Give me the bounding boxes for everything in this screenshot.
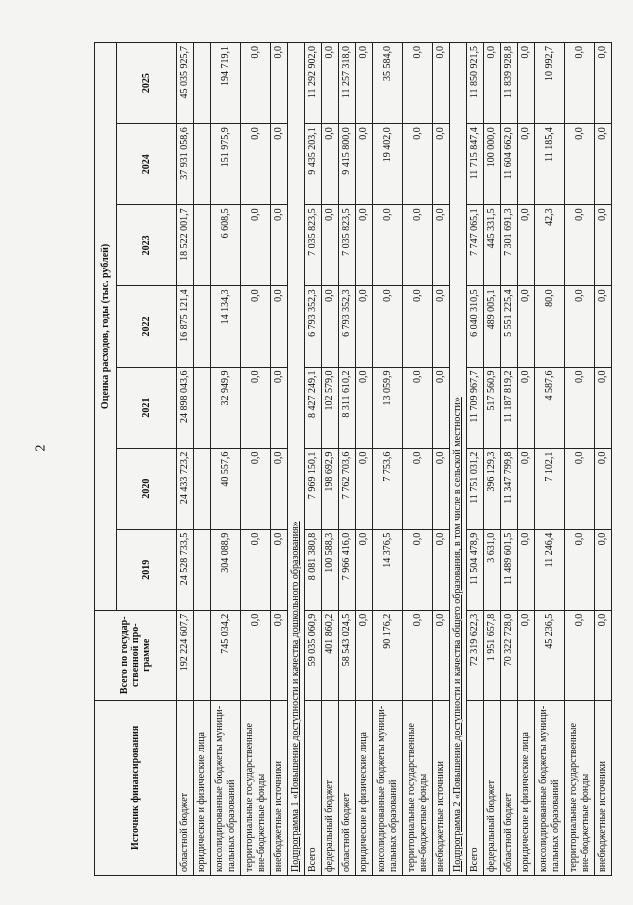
table-row <box>211 43 241 876</box>
year-cell: 37 931 058,6 <box>177 124 194 205</box>
year-cell: 0,0 <box>271 286 288 367</box>
page-number: 2 <box>33 444 49 452</box>
total-cell: 192 224 607,7 <box>177 610 194 700</box>
year-cell <box>194 124 211 205</box>
year-cell: 11 489 601,5 <box>501 529 518 610</box>
row-label: юридические и физические лица <box>518 700 535 875</box>
year-cell: 102 579,0 <box>322 367 339 448</box>
header-year: 2020 <box>117 448 177 529</box>
row-label: консолидированные бюджеты муници-пальных образований <box>535 700 565 875</box>
total-cell: 0,0 <box>433 610 450 700</box>
header-year: 2022 <box>117 286 177 367</box>
year-cell: 304 088,9 <box>211 529 241 610</box>
year-cell: 35 584,0 <box>373 43 403 124</box>
year-cell: 0,0 <box>241 529 271 610</box>
row-label: консолидированные бюджеты муници-пальных образований <box>211 700 241 875</box>
year-cell: 0,0 <box>518 448 535 529</box>
year-cell: 0,0 <box>322 43 339 124</box>
year-cell: 0,0 <box>595 529 612 610</box>
year-cell: 7 301 691,3 <box>501 205 518 286</box>
year-cell: 0,0 <box>271 43 288 124</box>
table-row <box>356 43 373 876</box>
year-cell: 396 129,3 <box>484 448 501 529</box>
header-year: 2025 <box>117 43 177 124</box>
total-cell: 0,0 <box>271 610 288 700</box>
total-cell: 0,0 <box>518 610 535 700</box>
row-label: Всего <box>305 700 322 875</box>
table-row <box>271 43 288 876</box>
year-cell: 0,0 <box>241 43 271 124</box>
year-cell: 0,0 <box>565 367 595 448</box>
budget-table <box>94 42 612 876</box>
year-cell: 0,0 <box>565 43 595 124</box>
year-cell: 0,0 <box>241 205 271 286</box>
year-cell: 11 185,4 <box>535 124 565 205</box>
year-cell: 32 949,9 <box>211 367 241 448</box>
year-cell: 0,0 <box>433 43 450 124</box>
subprogram-row <box>450 43 467 876</box>
row-label: федеральный бюджет <box>484 700 501 875</box>
year-cell: 6 608,5 <box>211 205 241 286</box>
year-cell: 11 604 662,0 <box>501 124 518 205</box>
year-cell: 0,0 <box>433 205 450 286</box>
year-cell: 0,0 <box>518 367 535 448</box>
year-cell: 489 005,1 <box>484 286 501 367</box>
year-cell: 6 793 352,3 <box>305 286 322 367</box>
year-cell: 0,0 <box>271 367 288 448</box>
year-cell: 11 246,4 <box>535 529 565 610</box>
year-cell: 445 331,5 <box>484 205 501 286</box>
table-row <box>322 43 339 876</box>
table-row <box>518 43 535 876</box>
year-cell: 0,0 <box>356 124 373 205</box>
year-cell: 6 040 310,5 <box>467 286 484 367</box>
table-row <box>373 43 403 876</box>
year-cell: 11 839 928,8 <box>501 43 518 124</box>
year-cell: 11 715 847,4 <box>467 124 484 205</box>
year-cell: 24 898 043,6 <box>177 367 194 448</box>
year-cell: 0,0 <box>595 205 612 286</box>
year-cell: 0,0 <box>241 448 271 529</box>
row-label: областной бюджет <box>501 700 518 875</box>
year-cell: 0,0 <box>484 43 501 124</box>
total-cell: 0,0 <box>565 610 595 700</box>
year-cell: 0,0 <box>518 43 535 124</box>
year-cell: 3 631,0 <box>484 529 501 610</box>
year-cell: 11 709 967,7 <box>467 367 484 448</box>
year-cell: 0,0 <box>356 367 373 448</box>
subprogram-title: Подпрограмма 2 «Повышение доступности и качества общего образования, в том числе в сельской местности» <box>450 43 467 876</box>
year-cell: 16 875 121,4 <box>177 286 194 367</box>
table-row <box>484 43 501 876</box>
year-cell: 100 000,0 <box>484 124 501 205</box>
year-cell: 7 969 150,1 <box>305 448 322 529</box>
year-cell <box>194 286 211 367</box>
year-cell: 194 719,1 <box>211 43 241 124</box>
total-cell: 0,0 <box>595 610 612 700</box>
year-cell: 11 751 031,2 <box>467 448 484 529</box>
year-cell: 198 692,9 <box>322 448 339 529</box>
total-cell: 0,0 <box>356 610 373 700</box>
year-cell: 8 427 249,1 <box>305 367 322 448</box>
year-cell: 6 793 352,3 <box>339 286 356 367</box>
year-cell: 0,0 <box>595 448 612 529</box>
year-cell: 11 292 902,0 <box>305 43 322 124</box>
year-cell: 0,0 <box>518 286 535 367</box>
year-cell: 11 257 318,0 <box>339 43 356 124</box>
total-cell: 90 176,2 <box>373 610 403 700</box>
total-cell: 401 860,2 <box>322 610 339 700</box>
year-cell: 0,0 <box>433 367 450 448</box>
row-label: юридические и физические лица <box>356 700 373 875</box>
year-cell: 10 992,7 <box>535 43 565 124</box>
year-cell <box>194 529 211 610</box>
table-row <box>177 43 194 876</box>
header-year: 2019 <box>117 529 177 610</box>
total-cell: 0,0 <box>241 610 271 700</box>
year-cell: 0,0 <box>373 286 403 367</box>
year-cell: 0,0 <box>403 286 433 367</box>
year-cell: 45 035 925,7 <box>177 43 194 124</box>
year-cell: 9 415 800,0 <box>339 124 356 205</box>
year-cell: 0,0 <box>403 367 433 448</box>
year-cell: 7 035 823,5 <box>339 205 356 286</box>
total-cell: 0,0 <box>403 610 433 700</box>
table-row <box>339 43 356 876</box>
row-label: юридические и физические лица <box>194 700 211 875</box>
year-cell: 7 762 703,6 <box>339 448 356 529</box>
year-cell <box>194 448 211 529</box>
row-label: Всего <box>467 700 484 875</box>
year-cell: 14 134,3 <box>211 286 241 367</box>
year-cell: 0,0 <box>373 205 403 286</box>
year-cell: 24 528 733,5 <box>177 529 194 610</box>
year-cell: 5 551 225,4 <box>501 286 518 367</box>
year-cell: 0,0 <box>433 448 450 529</box>
total-cell: 59 035 060,9 <box>305 610 322 700</box>
year-cell: 0,0 <box>595 124 612 205</box>
year-cell: 0,0 <box>356 529 373 610</box>
table-row <box>595 43 612 876</box>
year-cell: 0,0 <box>565 448 595 529</box>
year-cell: 0,0 <box>518 529 535 610</box>
year-cell <box>194 43 211 124</box>
total-cell: 70 322 728,0 <box>501 610 518 700</box>
year-cell: 0,0 <box>433 529 450 610</box>
header-year: 2024 <box>117 124 177 205</box>
year-cell: 7 035 823,5 <box>305 205 322 286</box>
year-cell: 0,0 <box>403 205 433 286</box>
table-row <box>467 43 484 876</box>
header-source: Источник финансирования <box>95 700 177 875</box>
year-cell: 8 311 610,2 <box>339 367 356 448</box>
year-cell: 0,0 <box>271 529 288 610</box>
row-label: консолидированные бюджеты муници-пальных образований <box>373 700 403 875</box>
subprogram-title: Подпрограмма 1 «Повышение доступности и качества дошкольного образования» <box>288 43 305 876</box>
year-cell: 0,0 <box>356 205 373 286</box>
table-row <box>433 43 450 876</box>
row-label: территориальные государственные вне-бюджетные фонды <box>565 700 595 875</box>
year-cell: 0,0 <box>356 286 373 367</box>
year-cell: 517 560,9 <box>484 367 501 448</box>
year-cell: 0,0 <box>241 286 271 367</box>
row-label: внебюджетные источники <box>433 700 450 875</box>
year-cell: 0,0 <box>518 205 535 286</box>
row-label: территориальные государственные вне-бюджетные фонды <box>403 700 433 875</box>
year-cell: 8 081 380,8 <box>305 529 322 610</box>
total-cell: 745 034,2 <box>211 610 241 700</box>
year-cell: 0,0 <box>595 286 612 367</box>
year-cell: 0,0 <box>403 529 433 610</box>
header-year: 2021 <box>117 367 177 448</box>
year-cell: 0,0 <box>403 448 433 529</box>
year-cell <box>194 205 211 286</box>
year-cell: 151 975,9 <box>211 124 241 205</box>
year-cell: 40 557,6 <box>211 448 241 529</box>
year-cell: 11 347 799,8 <box>501 448 518 529</box>
year-cell: 0,0 <box>271 448 288 529</box>
year-cell: 24 433 723,2 <box>177 448 194 529</box>
year-cell: 0,0 <box>433 124 450 205</box>
year-cell: 7 966 416,0 <box>339 529 356 610</box>
year-cell: 7 102,1 <box>535 448 565 529</box>
row-label: федеральный бюджет <box>322 700 339 875</box>
table-row <box>501 43 518 876</box>
year-cell: 11 187 819,2 <box>501 367 518 448</box>
row-label: областной бюджет <box>339 700 356 875</box>
total-cell: 1 951 657,8 <box>484 610 501 700</box>
year-cell: 0,0 <box>403 43 433 124</box>
table-row <box>535 43 565 876</box>
year-cell: 0,0 <box>356 448 373 529</box>
header-estimate: Оценка расходов, годы (тыс. рублей) <box>95 43 117 611</box>
year-cell: 0,0 <box>356 43 373 124</box>
year-cell: 0,0 <box>518 124 535 205</box>
table-row <box>194 43 211 876</box>
year-cell: 80,0 <box>535 286 565 367</box>
year-cell: 0,0 <box>322 205 339 286</box>
year-cell: 13 059,9 <box>373 367 403 448</box>
table-row <box>241 43 271 876</box>
year-cell: 11 504 478,9 <box>467 529 484 610</box>
year-cell: 0,0 <box>565 529 595 610</box>
year-cell: 0,0 <box>271 205 288 286</box>
year-cell: 14 376,5 <box>373 529 403 610</box>
subprogram-row <box>288 43 305 876</box>
header-total: Всего по государ-ственной про-грамме <box>95 610 177 700</box>
year-cell: 4 587,6 <box>535 367 565 448</box>
total-cell: 72 319 622,3 <box>467 610 484 700</box>
total-cell: 45 236,5 <box>535 610 565 700</box>
year-cell: 18 522 001,7 <box>177 205 194 286</box>
header-year: 2023 <box>117 205 177 286</box>
total-cell <box>194 610 211 700</box>
year-cell: 0,0 <box>241 124 271 205</box>
year-cell: 19 402,0 <box>373 124 403 205</box>
year-cell: 0,0 <box>241 367 271 448</box>
total-cell: 58 543 024,5 <box>339 610 356 700</box>
year-cell: 0,0 <box>271 124 288 205</box>
table-row <box>305 43 322 876</box>
table-row <box>403 43 433 876</box>
year-cell: 100 588,3 <box>322 529 339 610</box>
year-cell: 0,0 <box>322 124 339 205</box>
row-label: территориальные государственные вне-бюджетные фонды <box>241 700 271 875</box>
year-cell: 11 850 921,5 <box>467 43 484 124</box>
table-row <box>565 43 595 876</box>
year-cell <box>194 367 211 448</box>
year-cell: 0,0 <box>565 286 595 367</box>
year-cell: 0,0 <box>403 124 433 205</box>
year-cell: 0,0 <box>433 286 450 367</box>
row-label: внебюджетные источники <box>271 700 288 875</box>
row-label: областной бюджет <box>177 700 194 875</box>
year-cell: 0,0 <box>565 205 595 286</box>
year-cell: 42,3 <box>535 205 565 286</box>
year-cell: 9 435 203,1 <box>305 124 322 205</box>
year-cell: 0,0 <box>595 43 612 124</box>
year-cell: 0,0 <box>595 367 612 448</box>
table-body <box>177 43 612 876</box>
year-cell: 0,0 <box>322 286 339 367</box>
year-cell: 7 753,6 <box>373 448 403 529</box>
year-cell: 0,0 <box>565 124 595 205</box>
year-cell: 7 747 065,1 <box>467 205 484 286</box>
row-label: внебюджетные источники <box>595 700 612 875</box>
rotated-table-container <box>94 42 626 876</box>
